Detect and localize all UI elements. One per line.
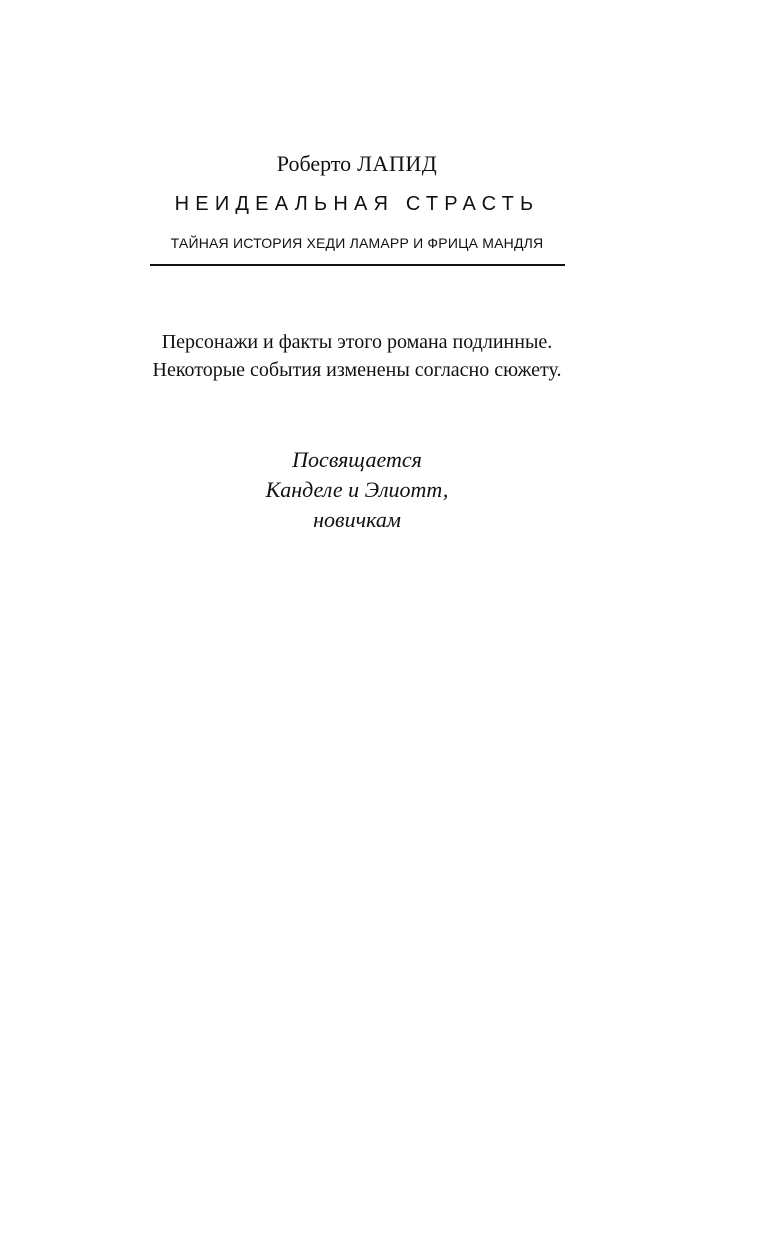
disclaimer-line-2: Некоторые события изменены согласно сюжету.: [152, 359, 562, 381]
disclaimer: [0, 328, 714, 384]
book-subtitle: ТАЙНАЯ ИСТОРИЯ ХЕДИ ЛАМАРР И ФРИЦА МАНДЛЯ: [170, 235, 544, 251]
dedication-line-2: Канделе и Элиотт,: [265, 477, 449, 502]
dedication-line-3: новичкам: [313, 507, 401, 532]
author-last-name: ЛАПИД: [357, 151, 438, 176]
book-title: НЕИДЕАЛЬНАЯ СТРАСТЬ: [174, 193, 540, 215]
disclaimer-line-1: Персонажи и факты этого романа подлинные.: [161, 331, 553, 353]
author-name: [0, 150, 714, 178]
author-first-name: Роберто: [276, 151, 352, 176]
dedication-line-1: Посвящается: [292, 447, 422, 472]
dedication: [0, 445, 714, 535]
title-divider: [150, 264, 565, 266]
